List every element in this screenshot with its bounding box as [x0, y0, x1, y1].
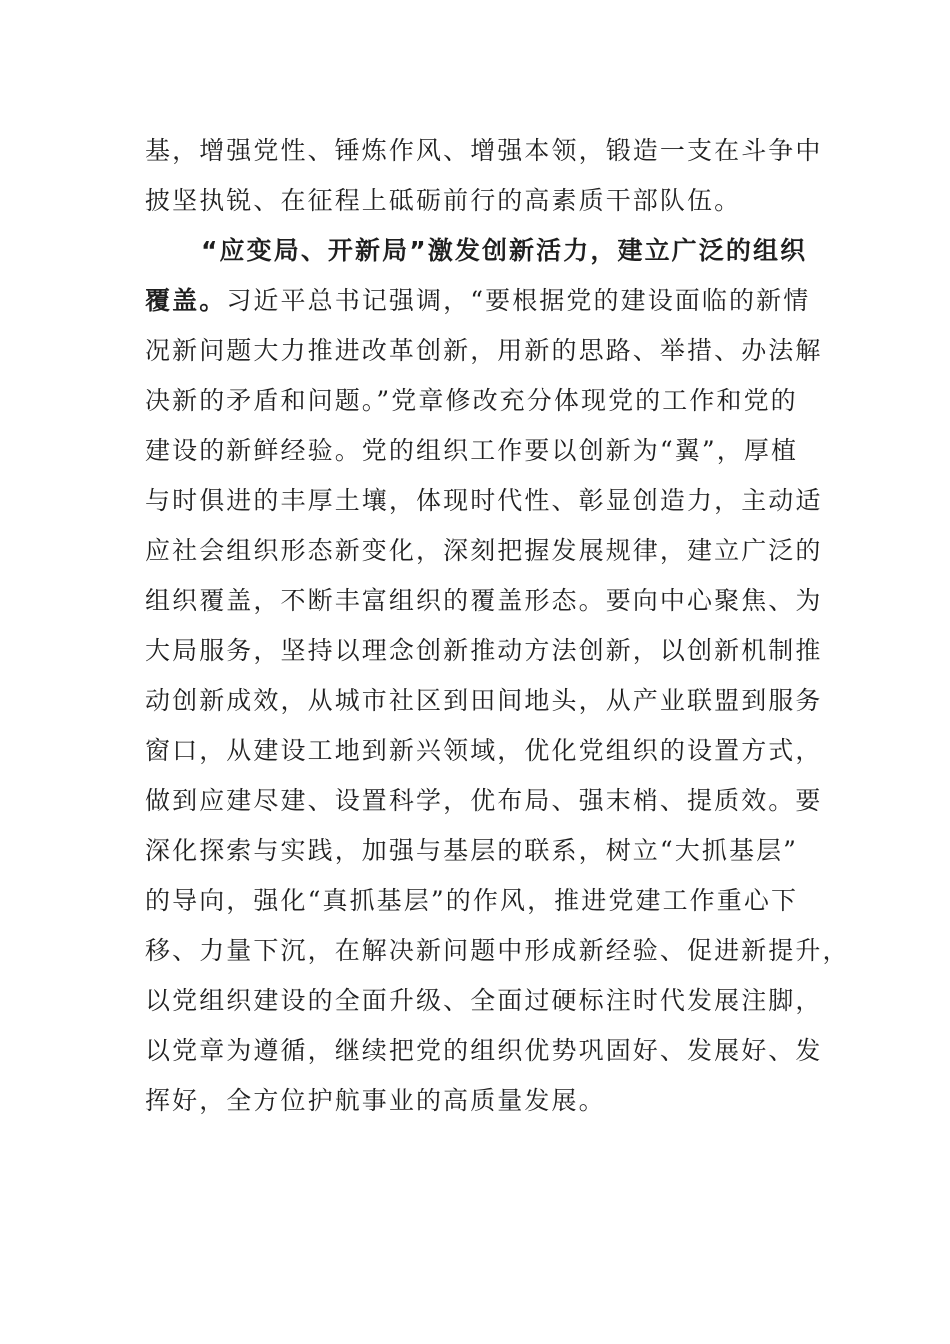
- text-line: 大局服务，坚持以理念创新推动方法创新，以创新机制推: [145, 636, 823, 665]
- text-line: 深化探索与实践，加强与基层的联系，树立“大抓基层”: [145, 836, 799, 865]
- text-line: 建设的新鲜经验。党的组织工作要以创新为“翼”，厚植: [145, 436, 799, 465]
- paragraph-heading-end: 覆盖。: [145, 286, 227, 315]
- text-line: 以党组织建设的全面升级、全面过硬标注时代发展注脚，: [145, 986, 823, 1015]
- document-body: [145, 126, 850, 1176]
- text-line: 披坚执锐、在征程上砥砺前行的高素质干部队伍。: [145, 186, 742, 215]
- text-line: 窗口，从建设工地到新兴领域，优化党组织的设置方式，: [145, 736, 823, 765]
- text-line: 动创新成效，从城市社区到田间地头，从产业联盟到服务: [145, 686, 823, 715]
- text-line: 挥好，全方位护航事业的高质量发展。: [145, 1086, 606, 1115]
- text-line: [145, 276, 811, 326]
- text-line: 应社会组织形态新变化，深刻把握发展规律，建立广泛的: [145, 536, 823, 565]
- text-line: 做到应建尽建、设置科学，优布局、强末梢、提质效。要: [145, 786, 823, 815]
- text-line: 的导向，强化“真抓基层”的作风，推进党建工作重心下: [145, 886, 799, 915]
- paragraph-heading: “应变局、开新局”激发创新活力，建立广泛的组织: [201, 236, 808, 265]
- text-line: 基，增强党性、锤炼作风、增强本领，锻造一支在斗争中: [145, 136, 823, 165]
- paragraph-2: [145, 226, 850, 1176]
- text-line: 组织覆盖，不断丰富组织的覆盖形态。要向中心聚焦、为: [145, 586, 823, 615]
- paragraph-1: [145, 126, 823, 226]
- text-line: [145, 1126, 805, 1176]
- text-line: 与时俱进的丰厚土壤，体现时代性、彰显创造力，主动适: [145, 486, 823, 515]
- text-line: 况新问题大力推进改革创新，用新的思路、举措、办法解: [145, 336, 823, 365]
- text-line: 以党章为遵循，继续把党的组织优势巩固好、发展好、发: [145, 1036, 823, 1065]
- text-line: 决新的矛盾和问题。”党章修改充分体现党的工作和党的: [145, 386, 798, 415]
- text-segment: 习近平总书记强调，“要根据党的建设面临的新情: [226, 286, 811, 315]
- text-line: 移、力量下沉，在解决新问题中形成新经验、促进新提升，: [145, 936, 850, 965]
